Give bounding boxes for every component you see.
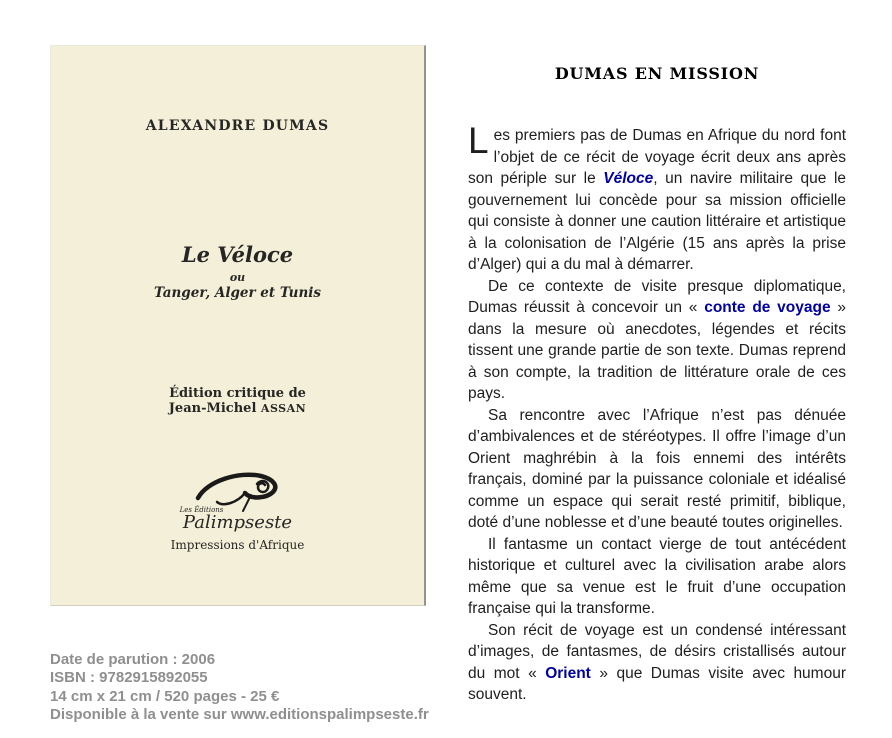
edition-note-line2 xyxy=(51,401,424,416)
publisher-tagline: Impressions d'Afrique xyxy=(170,538,305,552)
paragraph-2 xyxy=(468,276,846,405)
paragraph-5 xyxy=(468,620,846,706)
paragraph-5-text: Son récit de voyage est un condensé intéressant d’images, de fantasmes, de désirs cristallisés autour du mot « xyxy=(468,621,846,682)
paragraph-1-text: es premiers pas de Dumas en Afrique du nord font l’objet de ce récit de voyage écrit deux ans après son périple sur le xyxy=(468,127,846,187)
paragraph-2-text: De ce contexte de visite presque diplomatique, Dumas réussit à concevoir un « xyxy=(468,277,846,316)
publisher-prefix: Les Éditions xyxy=(179,506,224,514)
article-column xyxy=(468,64,846,706)
publisher-logo-block xyxy=(51,467,424,552)
highlight-veloce: Véloce xyxy=(603,170,654,187)
cover-title-connector: ou xyxy=(229,271,246,284)
paragraph-3: Sa rencontre avec l’Afrique n’est pas dénuée d’ambivalences et de stéréotypes. Il offre l’image d’un Orient maghrébin à la fois ennemi des intérêts français, dominé par la puissance coloniale et idéalisé comme un espace qui serait resté primitif, biblique, doté d’une noblesse et d’une beauté toutes originelles. xyxy=(468,406,846,531)
book-metadata xyxy=(50,651,429,725)
article-body xyxy=(468,120,847,706)
cover-title: Le Véloce xyxy=(181,242,294,267)
publisher-name: Palimpseste xyxy=(182,512,293,533)
highlight-conte-de-voyage: conte de voyage xyxy=(704,299,831,316)
highlight-orient: Orient xyxy=(545,664,591,682)
paragraph-1 xyxy=(468,120,847,276)
paragraph-1-end: , un navire militaire que le gouvernement lui concède pour sa mission officielle qui consiste à donner une caution littéraire et artistique à la colonisation de l’Algérie (15 ans après la prise d’Alger) qui a du mal à démarrer. xyxy=(468,170,847,273)
book-cover-image xyxy=(50,45,426,606)
availability-url: Disponible à la vente sur www.editionspalimpseste.fr xyxy=(50,706,429,724)
format-pages-price: 14 cm x 21 cm / 520 pages - 25 € xyxy=(50,687,280,705)
isbn: ISBN : 9782915892055 xyxy=(50,669,208,687)
cover-title-group xyxy=(51,242,424,301)
edition-note-line1: Édition critique de xyxy=(169,386,306,401)
article-title: DUMAS EN MISSION xyxy=(554,64,760,83)
editor-surname: ASSAN xyxy=(260,402,307,415)
dropcap-letter: L xyxy=(468,120,489,161)
paragraph-5-end: » que Dumas visite avec humour souvent. xyxy=(468,664,846,703)
cover-subtitle: Tanger, Alger et Tunis xyxy=(153,285,321,301)
cover-edition-note xyxy=(51,386,424,416)
editor-name: Jean-Michel xyxy=(168,401,257,416)
cover-author: ALEXANDRE DUMAS xyxy=(145,118,330,134)
paragraph-2-end: » dans la mesure où anecdotes, légendes et récits tissent une grande partie de son texte. Dumas reprend à son compte, la tradition de littérature orale de ces pays. xyxy=(468,299,846,402)
paragraph-4: Il fantasme un contact vierge de tout antécédent historique et culturel avec la civilisation arabe alors même que sa venue est le fruit d’une occupation française qui la transforme. xyxy=(468,535,846,617)
publication-date: Date de parution : 2006 xyxy=(50,651,216,668)
